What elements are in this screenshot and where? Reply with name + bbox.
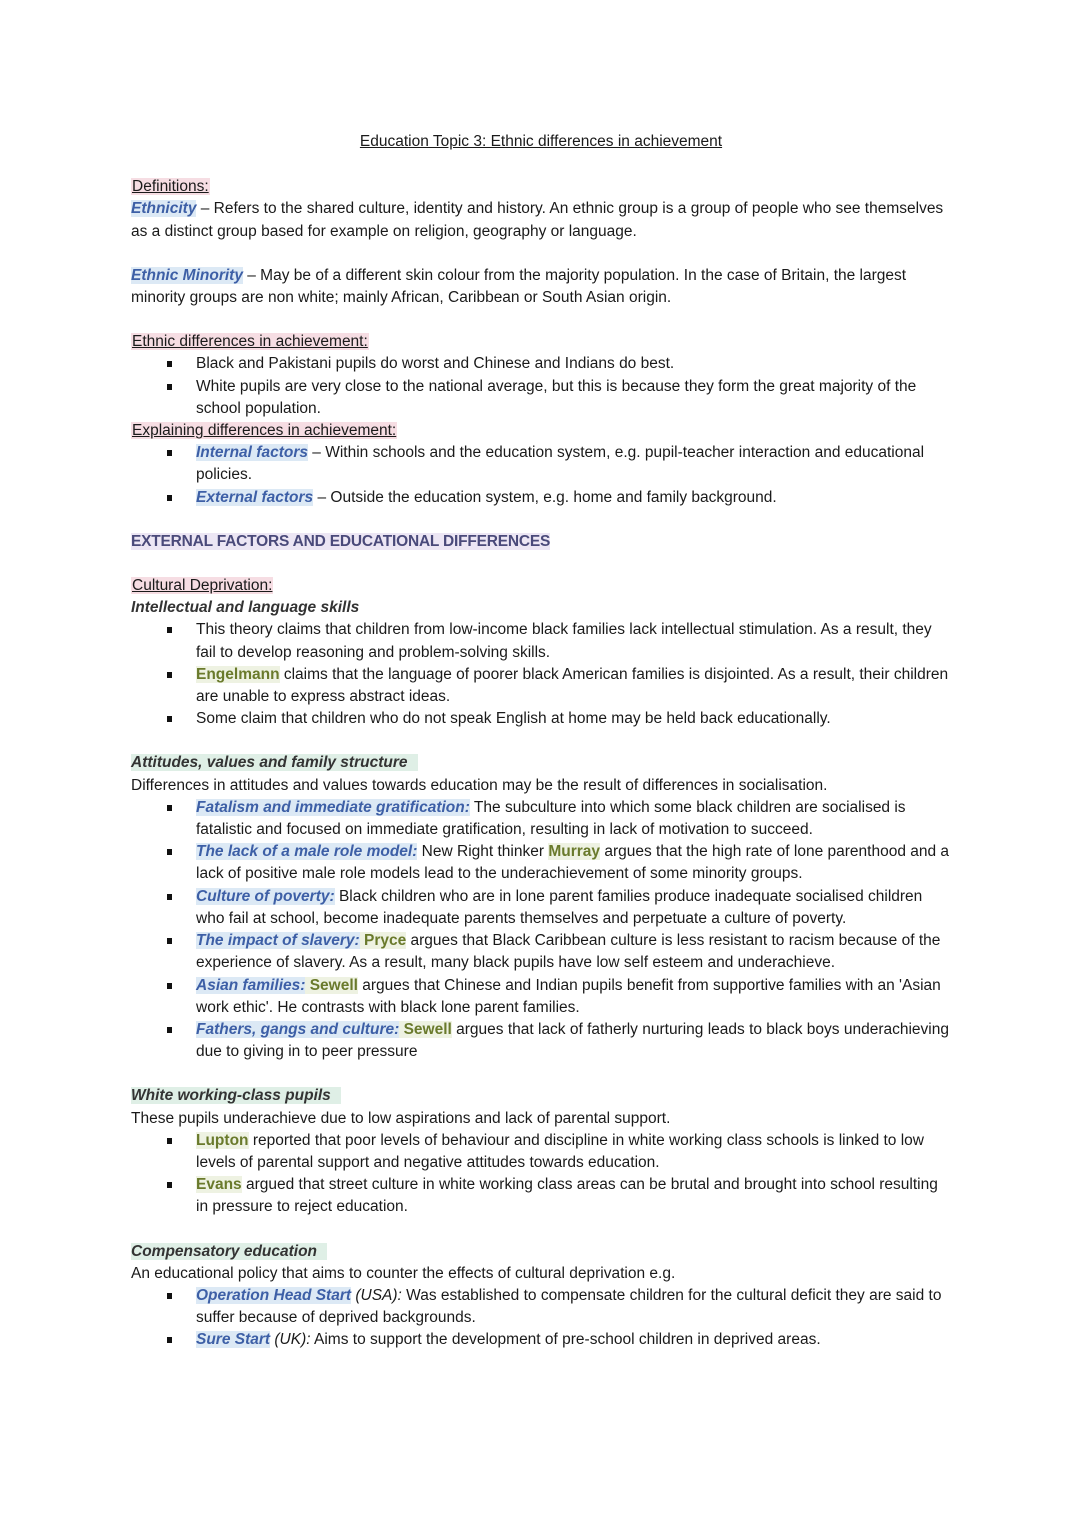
- cultural-list: [131, 619, 951, 730]
- compensatory-heading-text: Compensatory education: [131, 1243, 327, 1260]
- lupton-text: reported that poor levels of behaviour and discipline in white working class schools is linked to low levels of parental support and negative attitudes towards education.: [196, 1131, 924, 1171]
- pryce-name: Pryce: [359, 932, 407, 950]
- asian-text: argues that Chinese and Indian pupils benefit from supportive families with an 'Asian work ethic'. He contrasts with black lone parent families.: [196, 976, 941, 1016]
- differences-heading: Ethnic differences in achievement:: [132, 333, 368, 351]
- list-item: [131, 975, 951, 1019]
- fathers-gangs-term: Fathers, gangs and culture:: [196, 1020, 400, 1038]
- murray-name: Murray: [548, 843, 601, 861]
- compensatory-subheading: [131, 1241, 951, 1263]
- compensatory-intro: An educational policy that aims to counter the effects of cultural deprivation e.g.: [131, 1264, 676, 1282]
- ethnicity-term: Ethnicity: [131, 200, 197, 218]
- list-item: [131, 841, 951, 885]
- list-item: Black and Pakistani pupils do worst and Chinese and Indians do best.: [131, 353, 951, 375]
- fathers-text: argues that lack of fatherly nurturing leads to black boys underachieving due to giving in to peer pressure: [196, 1020, 949, 1061]
- minority-definition: [131, 265, 951, 309]
- male-role-text: New Right thinker: [417, 843, 549, 861]
- white-wc-list: [131, 1130, 951, 1219]
- list-item: [131, 1019, 951, 1063]
- evans-text: argued that street culture in white working class areas can be brutal and brought into school resulting in pressure to reject education.: [196, 1176, 938, 1216]
- external-heading-text: EXTERNAL FACTORS AND EDUCATIONAL DIFFERENCES: [131, 532, 551, 550]
- list-item: [131, 487, 951, 509]
- white-wc-heading-text: White working-class pupils: [131, 1087, 341, 1104]
- list-item: [131, 1285, 951, 1329]
- attitudes-subheading: [131, 752, 951, 774]
- fatalism-text: The subculture into which some black children are socialised is fatalistic and focused on immediate gratification, resulting in lack of motivation to succeed.: [196, 798, 906, 839]
- intellectual-skills-subheading: Intellectual and language skills: [131, 599, 360, 617]
- list-item: White pupils are very close to the national average, but this is because they form the great majority of the school population.: [131, 376, 951, 420]
- list-item: This theory claims that children from low-income black families lack intellectual stimulation. As a result, they fail to develop reasoning and problem-solving skills.: [131, 619, 951, 663]
- external-factors-text: – Outside the education system, e.g. home and family background.: [313, 488, 777, 506]
- explaining-list: [131, 442, 951, 509]
- minority-text: – May be of a different skin colour from the majority population. In the case of Britain, the largest minority groups are non white; mainly African, Caribbean or South Asian origin.: [131, 266, 907, 307]
- list-item: [131, 1130, 951, 1174]
- lupton-name: Lupton: [196, 1131, 249, 1149]
- male-role-term: The lack of a male role model:: [196, 843, 418, 861]
- differences-list: [131, 353, 951, 420]
- white-wc-intro: These pupils underachieve due to low aspirations and lack of parental support.: [131, 1109, 671, 1127]
- internal-factors-text: – Within schools and the education system, e.g. pupil-teacher interaction and educational policies.: [196, 444, 925, 484]
- list-item: [131, 1174, 951, 1218]
- compensatory-list: [131, 1285, 951, 1352]
- white-working-class-subheading: [131, 1085, 951, 1107]
- slavery-term: The impact of slavery:: [196, 932, 360, 950]
- list-item: [131, 930, 951, 974]
- list-item: [131, 886, 951, 930]
- attitudes-intro: Differences in attitudes and values towards education may be the result of differences in socialisation.: [131, 776, 828, 794]
- engelmann-text: claims that the language of poorer black American families is disjointed. As a result, their children are unable to express abstract ideas.: [196, 665, 949, 706]
- attitudes-list: [131, 797, 951, 1063]
- head-start-text: Was established to compensate children for the cultural deficit they are said to suffer because of deprived backgrounds.: [196, 1286, 942, 1327]
- sewell-name: Sewell: [399, 1020, 452, 1038]
- sewell-name: Sewell: [305, 976, 358, 994]
- page-title: Education Topic 3: Ethnic differences in achievement: [359, 133, 723, 150]
- sure-start-country: (UK):: [270, 1331, 311, 1349]
- minority-term: Ethnic Minority: [131, 266, 243, 284]
- document-page: [131, 131, 951, 1352]
- definitions-heading: Definitions:: [132, 178, 209, 196]
- sure-start-term: Sure Start: [196, 1331, 271, 1349]
- fatalism-term: Fatalism and immediate gratification:: [196, 798, 470, 816]
- evans-name: Evans: [196, 1176, 242, 1194]
- list-item: [131, 442, 951, 486]
- list-item: [131, 1329, 951, 1351]
- poverty-text: Black children who are in lone parent families produce inadequate socialised children who fail at school, become inadequate parents themselves and perpetuate a culture of poverty.: [196, 887, 923, 927]
- engelmann-name: Engelmann: [196, 665, 280, 683]
- head-start-term: Operation Head Start: [196, 1286, 352, 1304]
- ethnicity-definition: [131, 198, 951, 242]
- culture-of-poverty-term: Culture of poverty:: [196, 887, 335, 905]
- slavery-text: argues that Black Caribbean culture is less resistant to racism because of the experience of slavery. As a result, many black pupils have low self esteem and underachieve.: [196, 932, 941, 972]
- head-start-country: (USA):: [351, 1286, 402, 1304]
- list-item: Some claim that children who do not speak English at home may be held back educationally.: [131, 708, 951, 730]
- ethnicity-text: – Refers to the shared culture, identity and history. An ethnic group is a group of people who see themselves as a distinct group based for example on religion, geography or language.: [131, 200, 944, 240]
- asian-families-term: Asian families:: [196, 976, 306, 994]
- list-item: [131, 664, 951, 708]
- external-factors-term: External factors: [196, 488, 314, 506]
- cultural-deprivation-heading: Cultural Deprivation:: [132, 577, 273, 595]
- external-factors-section-heading: [131, 531, 951, 553]
- explaining-heading: Explaining differences in achievement:: [132, 422, 397, 440]
- internal-factors-term: Internal factors: [196, 444, 308, 462]
- sure-start-text: Aims to support the development of pre-school children in deprived areas.: [310, 1331, 821, 1349]
- male-role-text-2: argues that the high rate of lone parenthood and a lack of positive male role models lead to the underachievement of some minority groups.: [196, 843, 950, 883]
- list-item: [131, 797, 951, 841]
- attitudes-heading-text: Attitudes, values and family structure: [131, 754, 418, 771]
